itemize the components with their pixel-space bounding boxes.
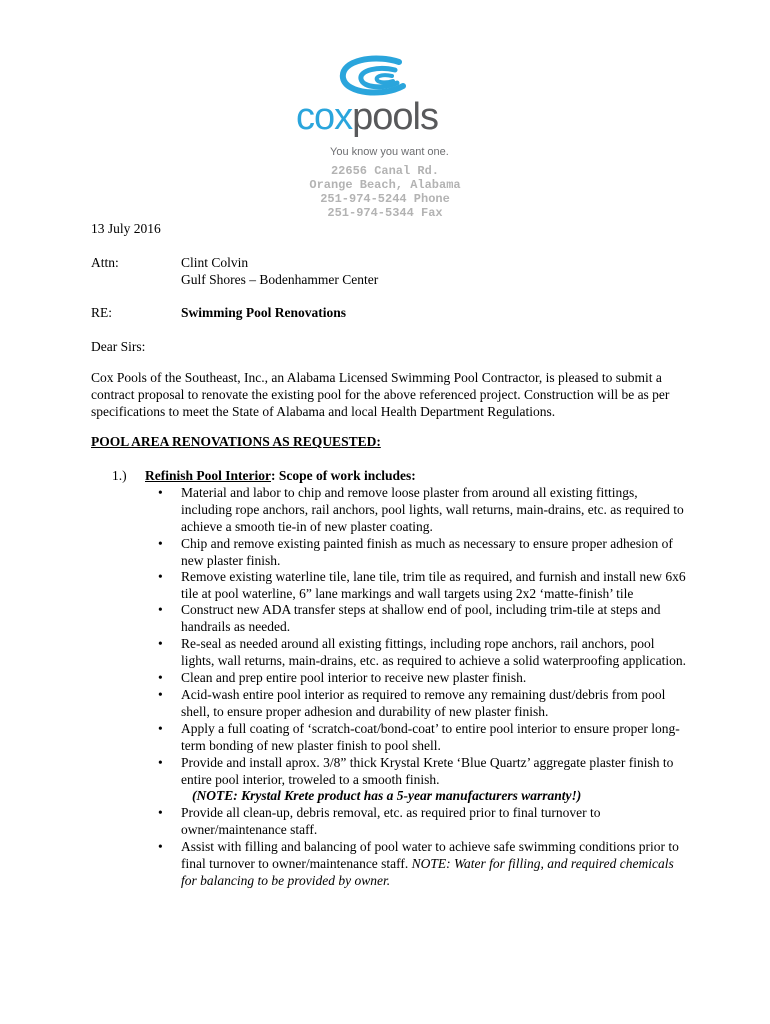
bullet-marker: •: [158, 670, 163, 685]
bullet-marker: •: [158, 536, 163, 551]
warranty-note: (NOTE: Krystal Krete product has a 5-year manufacturers warranty!): [192, 788, 582, 803]
attn-organization: Gulf Shores – Bodenhammer Center: [181, 272, 379, 287]
bullet-item: Apply a full coating of ‘scratch-coat/bond-coat’ to entire pool interior to ensure proper long-term bonding of new plaster finish to pool shell.: [181, 721, 680, 753]
bullet-item: Re-seal as needed around all existing fittings, including rope anchors, rail anchors, pool lights, wall returns, main-drains, etc. as required to achieve a solid waterproofing application.: [181, 636, 686, 668]
bullet-marker: •: [158, 569, 163, 584]
item-title-line: [145, 467, 416, 484]
bullet-marker: •: [158, 805, 163, 820]
address-street: 22656 Canal Rd.: [330, 164, 440, 178]
re-subject: Swimming Pool Renovations: [181, 305, 347, 320]
bullet-marker: •: [158, 721, 163, 736]
re-label: RE:: [91, 305, 113, 320]
bullet-item: Clean and prep entire pool interior to receive new plaster finish.: [181, 670, 527, 685]
water-note: NOTE: Water for filling, and required chemicals for balancing to be provided by owner.: [181, 856, 674, 888]
intro-paragraph: Cox Pools of the Southeast, Inc., an Alabama Licensed Swimming Pool Contractor, is pleased to submit a contract proposal to renovate the existing pool for the above referenced project. Construction will be as per specifications to meet the State of Alabama and local Health Department Regulations.: [91, 370, 670, 419]
bullet-item-text: Assist with filling and balancing of pool water to achieve safe swimming conditions prior to final turnover to owner/maintenance staff.: [181, 839, 679, 871]
brand-pools: pools: [352, 96, 438, 138]
bullet-item: Construct new ADA transfer steps at shallow end of pool, including trim-tile at steps and handrails as needed.: [181, 602, 661, 634]
bullet-item: Provide all clean-up, debris removal, etc. as required prior to final turnover to owner/maintenance staff.: [181, 805, 601, 837]
brand-cox: cox: [296, 96, 353, 138]
bullet-marker: •: [158, 755, 163, 770]
attn-name: Clint Colvin: [181, 255, 249, 270]
bullet-item: Material and labor to chip and remove loose plaster from around all existing fittings, including rope anchors, rail anchors, pool lights, wall returns, main-drains, etc. as required to achieve a smooth tie-in of new plaster coating.: [181, 485, 684, 534]
bullet-item-with-note: [181, 838, 686, 889]
bullet-item: Provide and install aprox. 3/8” thick Krystal Krete ‘Blue Quartz’ aggregate plaster finish to entire pool interior, troweled to a smooth finish.: [181, 755, 674, 787]
bullet-marker: •: [158, 602, 163, 617]
bullet-marker: •: [158, 485, 163, 500]
brand-wordmark: [296, 98, 438, 136]
section-heading: POOL AREA RENOVATIONS AS REQUESTED:: [91, 434, 381, 449]
letter-date: 13 July 2016: [91, 221, 161, 236]
phone-number: 251-974-5244 Phone: [320, 192, 450, 206]
item-title: Refinish Pool Interior: [145, 468, 271, 483]
bullet-item: Remove existing waterline tile, lane tile, trim tile as required, and furnish and install new 6x6 tile at pool waterline, 6” lane markings and wall targets using 2x2 ‘matte-finish’ tile: [181, 569, 686, 601]
fax-number: 251-974-5344 Fax: [327, 206, 443, 220]
bullet-marker: •: [158, 839, 163, 854]
address-city: Orange Beach, Alabama: [309, 178, 461, 192]
bullet-item: Chip and remove existing painted finish as much as necessary to ensure proper adhesion of new plaster finish.: [181, 536, 673, 568]
bullet-item: Acid-wash entire pool interior as required to remove any remaining dust/debris from pool shell, to ensure proper adhesion and durability of new plaster finish.: [181, 687, 666, 719]
salutation: Dear Sirs:: [91, 339, 146, 354]
attn-label: Attn:: [91, 255, 119, 270]
tagline: You know you want one.: [330, 146, 449, 158]
bullet-marker: •: [158, 687, 163, 702]
bullet-marker: •: [158, 636, 163, 651]
item-scope: : Scope of work includes:: [271, 468, 416, 483]
item-number: 1.): [112, 468, 127, 483]
